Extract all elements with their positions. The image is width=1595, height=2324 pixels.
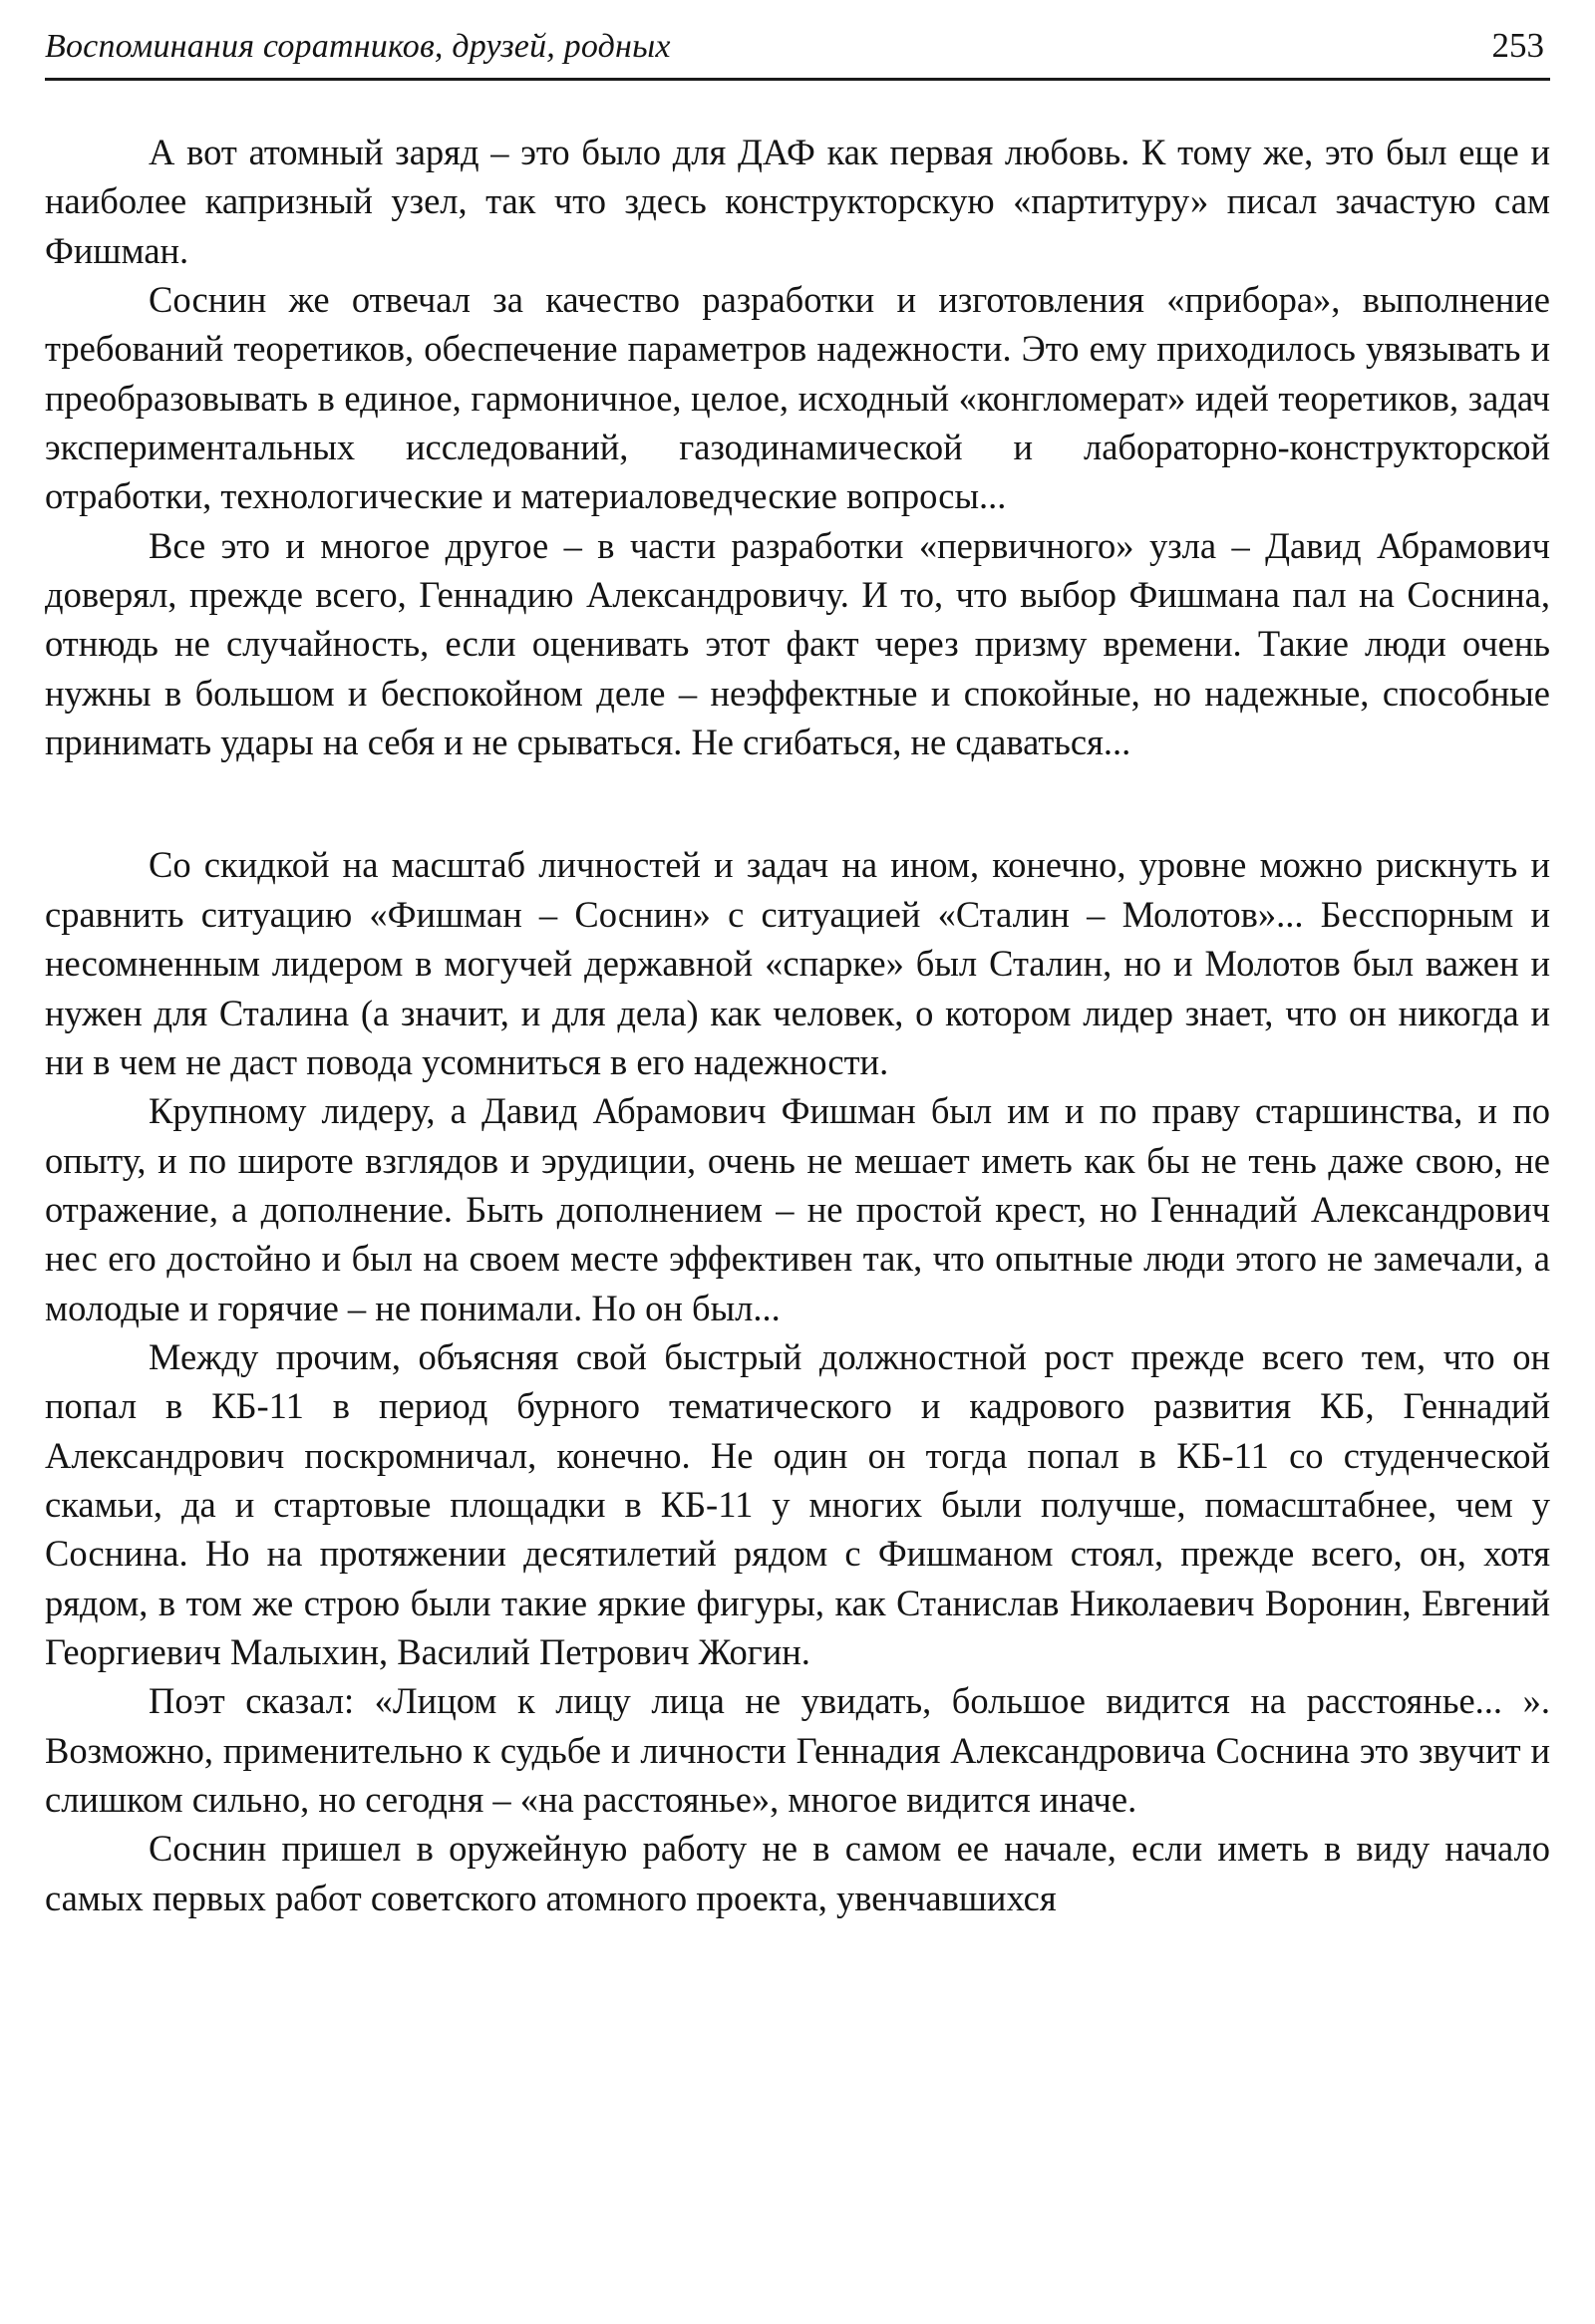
paragraph-7: Поэт сказал: «Лицом к лицу лица не увидать, большое видится на расстоянье... ». Возможно, применительно к судьбе и личности Геннадия Александровича Соснина это звучит и слишком сильно, но сегодня – «на расстоянье», многое видится иначе. [45,1680,1550,1820]
paragraph-2: Соснин же отвечал за качество разработки и изготовления «прибора», выполнение требований теоретиков, обеспечение параметров надежности. Это ему приходилось увязывать и преобразовывать в единое, гармоничное, целое, исходный «конгломерат» идей теоретиков, задач экспериментальных исследований, газодинамической и лабораторно-конструкторской отработки, технологические и материаловедческие вопросы... [45,279,1550,517]
running-header-title: Воспоминания соратников, друзей, родных [45,28,671,65]
paragraph-5: Крупному лидеру, а Давид Абрамович Фишман был им и по праву старшинства, и по опыту, и по широте взглядов и эрудиции, очень не мешает иметь как бы не тень даже свою, не отражение, а дополнение. Быть дополнением – не простой крест, но Геннадий Александрович нес его достойно и был на своем месте эффективен так, что опытные люди этого не замечали, а молодые и горячие – не понимали. Но он был... [45,1090,1550,1328]
paragraph-4: Со скидкой на масштаб личностей и задач на ином, конечно, уровне можно рискнуть и сравнить ситуацию «Фишман – Соснин» с ситуацией «Сталин – Молотов»... Бесспорным и несомненным лидером в могучей державной «спарке» был Сталин, но и Молотов был важен и нужен для Сталина (а значит, и для дела) как человек, о котором лидер знает, что он никогда и ни в чем не даст повода усомниться в его надежности. [45,844,1550,1082]
page-number: 253 [1491,26,1544,65]
body-text [45,128,1550,1922]
paragraph-6: Между прочим, объясняя свой быстрый должностной рост прежде всего тем, что он попал в КБ-11 в период бурного тематического и кадрового развития КБ, Геннадий Александрович поскромничал, конечно. Не один он тогда попал в КБ-11 со студенческой скамьи, да и стартовые площадки в КБ-11 у многих были получше, помасштабнее, чем у Соснина. Но на протяжении десятилетий рядом с Фишманом стоял, прежде всего, он, хотя рядом, в том же строю были такие яркие фигуры, как Станислав Николаевич Воронин, Евгений Георгиевич Малыхин, Василий Петрович Жогин. [45,1335,1550,1672]
paragraph-8: Соснин пришел в оружейную работу не в самом ее начале, если иметь в виду начало самых первых работ советского атомного проекта, увенчавшихся [45,1828,1550,1918]
paragraph-1: А вот атомный заряд – это было для ДАФ как первая любовь. К тому же, это был еще и наиболее капризный узел, так что здесь конструкторскую «партитуру» писал зачастую сам Фишман. [45,132,1550,271]
paragraph-3: Все это и многое другое – в части разработки «первичного» узла – Давид Абрамович доверял, прежде всего, Геннадию Александровичу. И то, что выбор Фишмана пал на Соснина, отнюдь не случайность, если оценивать этот факт через призму времени. Такие люди очень нужны в большом и беспокойном деле – неэффектные и спокойные, но надежные, способные принимать удары на себя и не срываться. Не сгибаться, не сдаваться... [45,524,1550,763]
running-header [45,22,1550,81]
